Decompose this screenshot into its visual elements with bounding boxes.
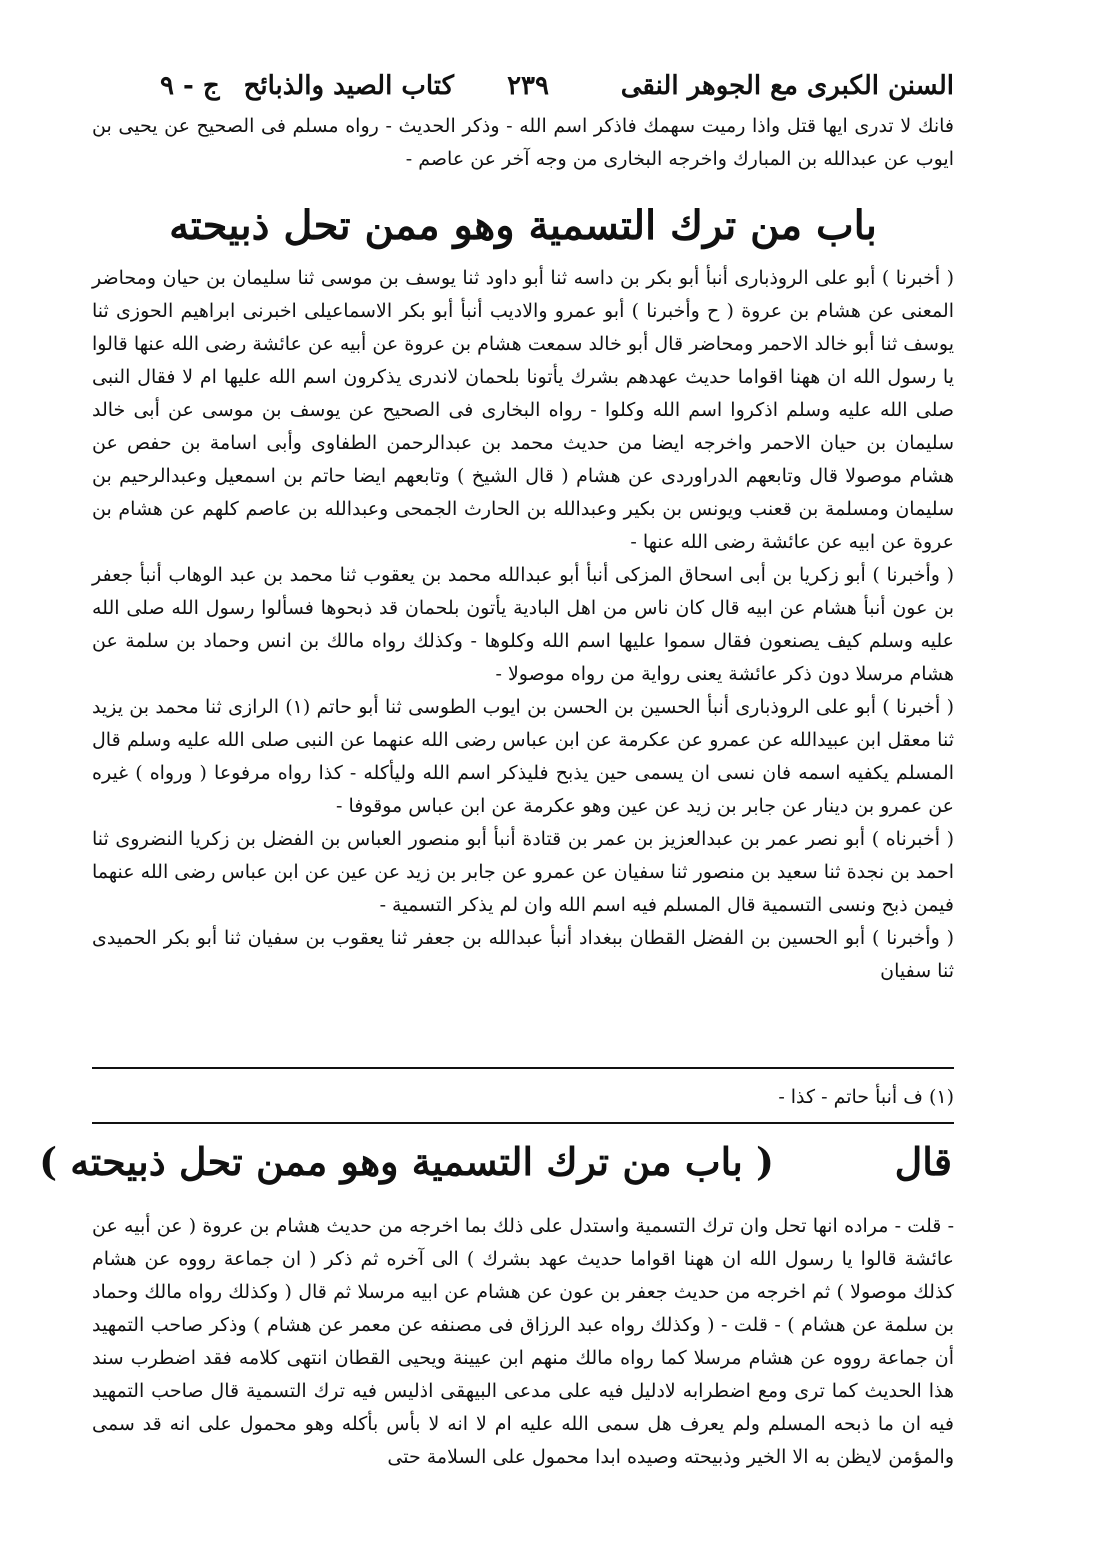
page-number: ٢٣٩: [507, 71, 549, 101]
footnote: (١) ف أنبأ حاتم - كذا -: [778, 1086, 954, 1108]
paragraph: ( أخبرنا ) أبو على الروذبارى أنبأ الحسين بن الحسن بن ايوب الطوسى ثنا أبو حاتم (١) الرازى ثنا محمد بن يزيد ثنا معقل ابن عبيدالله عن عمرو عن عكرمة عن ابن عباس رضى الله عنهما عن النبى صلى الله عليه وسلم قال المسلم يكفيه اسمه فان نسى ان يسمى حين يذبح فليذكر اسم الله وليأكله - كذا رواه مرفوعا ( ورواه ) غيره عن عمرو بن دينار عن جابر بن زيد عن عين وهو عكرمة عن ابن عباس موقوفا -: [92, 696, 954, 817]
paragraph: ( أخبرناه ) أبو نصر عمر بن عبدالعزيز بن عمر بن قتادة أنبأ أبو منصور العباس بن الفضل بن زكريا النضروى ثنا احمد بن نجدة ثنا سعيد بن منصور ثنا سفيان عن عمرو عن جابر بن زيد عن عين عن ابن عباس رضى الله عنهما فيمن ذبح ونسى التسمية قال المسلم فيه اسم الله وان لم يذكر التسمية -: [92, 828, 954, 916]
paragraph: ( وأخبرنا ) أبو زكريا بن أبى اسحاق المزكى أنبأ أبو عبدالله محمد بن يعقوب ثنا محمد بن عبد الوهاب أنبأ جعفر بن عون أنبأ هشام عن ابيه قال كان ناس من اهل البادية يأتون بلحمان قد ذبحوها فسألوا رسول الله صلى الله عليه وسلم كيف يصنعون فقال سموا عليها اسم الله وكلوها - وكذلك رواه مالك بن انس وحماد بن سلمة عن هشام مرسلا دون ذكر عائشة يعنى رواية من رواه موصولا -: [92, 564, 954, 685]
footnote-divider: [92, 1067, 954, 1069]
commentary-heading: [39, 1132, 954, 1192]
commentary-divider: [92, 1122, 954, 1124]
continuation-paragraph: [92, 110, 954, 176]
paragraph: ( أخبرنا ) أبو على الروذبارى أنبأ أبو بكر بن داسه ثنا أبو داود ثنا يوسف بن موسى ثنا سليمان بن حيان ومحاضر المعنى عن هشام بن عروة ( ح وأخبرنا ) أبو عمرو والاديب أنبأ أبو بكر الاسماعيلى اخبرنى ابراهيم الحوزى ثنا يوسف ثنا أبو خالد الاحمر ومحاضر قال أبو خالد سمعت هشام بن عروة عن أبيه عن عائشة رضى الله عنها قالوا يا رسول الله ان ههنا اقواما حديث عهدهم بشرك يأتونا بلحمان لاندرى يذكرون اسم الله عليها ام لا فقال النبى صلى الله عليه وسلم اذكروا اسم الله وكلوا - رواه البخارى فى الصحيح عن يوسف بن موسى عن أبى خالد سليمان بن حيان الاحمر واخرجه ايضا من حديث محمد بن عبدالرحمن الطفاوى وأبى اسامة بن حفص عن هشام موصولا قال وتابعهم الدراوردى عن هشام ( قال الشيخ ) وتابعهم ايضا حاتم بن اسمعيل وعبدالرحيم بن سليمان ومسلمة بن قعنب ويونس بن بكير وعبدالله بن الحارث الجمحى وعبدالله بن عاصم كلهم عن هشام بن عروة عن ابيه عن عائشة رضى الله عنها -: [92, 267, 954, 553]
commentary-text-block: [92, 1210, 954, 1474]
main-text: [92, 262, 954, 988]
commentary-qal-label: قال: [894, 1139, 952, 1184]
chapter-title: كتاب الصيد والذبائح: [243, 71, 454, 101]
commentary-text: - قلت - مراده انها تحل وان ترك التسمية واستدل على ذلك بما اخرجه من حديث هشام بن عروة ( عن أبيه عن عائشة قالوا يا رسول الله ان ههنا اقواما حديث عهد بشرك ) الى آخره ثم ذكر ( ان جماعة رووه عن هشام كذلك موصولا ) ثم اخرجه من حديث جعفر بن عون عن هشام عن ابيه مرسلا ثم قال ( وكذلك رواه مالك وحماد بن سلمة عن هشام ) - قلت - ( وكذلك رواه عبد الرزاق فى مصنفه عن معمر عن هشام ) وذكر صاحب التمهيد أن جماعة رووه عن هشام مرسلا كما رواه مالك منهم ابن عيينة ويحيى القطان انتهى كلامه فقد اضطرب سند هذا الحديث كما ترى ومع اضطرابه لادليل فيه على مدعى البيهقى اذليس فيه ترك التسمية قال صاحب التمهيد فيه ان ما ذبحه المسلم ولم يعرف هل سمى الله عليه ام لا انه لا بأس بأكله وهو محمول على انه قد سمى والمؤمن لايظن به الا الخير وذبيحته وصيده ابدا محمول على السلامة حتى: [92, 1215, 954, 1468]
volume-number: ج - ٩: [160, 71, 220, 101]
book-title: السنن الكبرى مع الجوهر النقى: [620, 71, 954, 101]
running-header: [160, 66, 954, 106]
paragraph: ( وأخبرنا ) أبو الحسين بن الفضل القطان ببغداد أنبأ عبدالله بن جعفر ثنا يعقوب بن سفيان ثنا أبو بكر الحميدى ثنا سفيان: [92, 927, 954, 982]
section-title: باب من ترك التسمية وهو ممن تحل ذبيحته: [169, 202, 877, 249]
continuation-text: فانك لا تدرى ايها قتل واذا رميت سهمك فاذكر اسم الله - وذكر الحديث - رواه مسلم فى الصحيح عن يحيى بن ايوب عن عبدالله بن المبارك واخرجه البخارى من وجه آخر عن عاصم -: [92, 115, 954, 170]
commentary-title: ( باب من ترك التسمية وهو ممن تحل ذبيحته ): [39, 1139, 774, 1184]
